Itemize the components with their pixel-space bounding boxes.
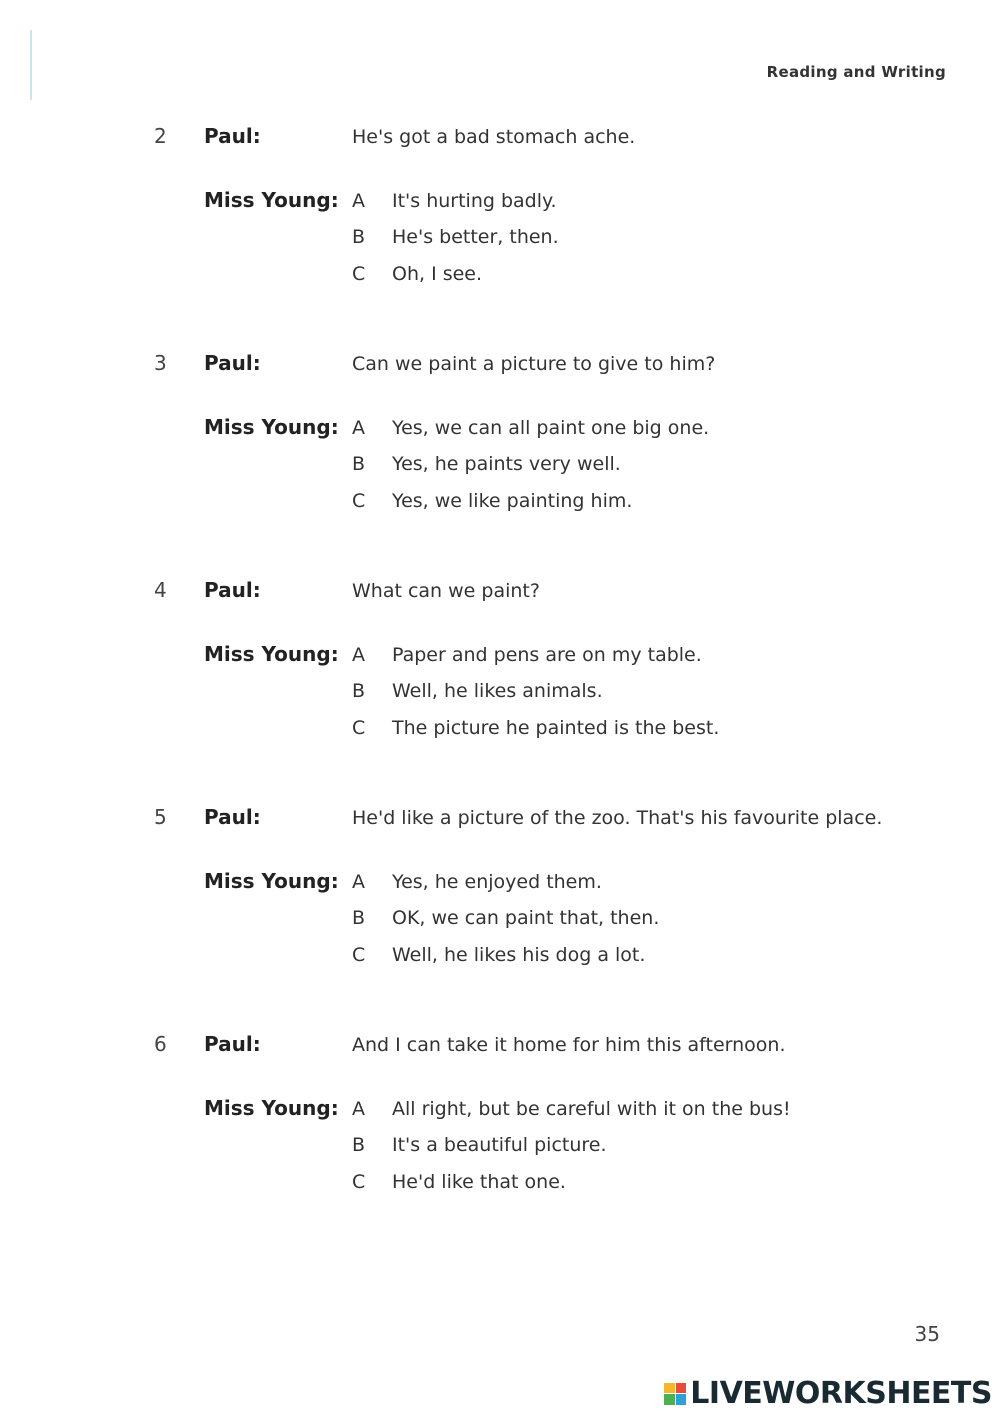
watermark-text: LIVEWORKSHEETS	[690, 1376, 992, 1411]
option-b-letter: B	[352, 226, 366, 248]
option-a-text: All right, but be careful with it on the bus!	[392, 1098, 791, 1120]
option-a-text: It's hurting badly.	[392, 190, 557, 212]
option-c-text: Yes, we like painting him.	[392, 490, 633, 512]
liveworksheets-logo-icon	[664, 1383, 686, 1405]
paul-prompt: He's got a bad stomach ache.	[352, 126, 636, 148]
logo-square-2	[676, 1383, 687, 1394]
option-c-text: Well, he likes his dog a lot.	[392, 944, 646, 966]
option-b-letter: B	[352, 680, 366, 702]
option-a-text: Yes, he enjoyed them.	[392, 871, 602, 893]
speaker-miss-young-label: Miss Young:	[204, 1096, 339, 1120]
speaker-paul-label: Paul:	[204, 578, 261, 602]
question-number: 6	[154, 1032, 167, 1056]
question-number: 3	[154, 351, 167, 375]
question-5	[0, 805, 1000, 995]
question-number: 2	[154, 124, 167, 148]
logo-square-3	[664, 1394, 675, 1405]
option-b-text: Well, he likes animals.	[392, 680, 603, 702]
page-number: 35	[914, 1322, 940, 1346]
scan-margin-mark	[30, 30, 32, 100]
option-a-letter: A	[352, 1098, 365, 1120]
option-c-letter: C	[352, 944, 366, 966]
question-6	[0, 1032, 1000, 1222]
speaker-paul-label: Paul:	[204, 351, 261, 375]
option-b-letter: B	[352, 1134, 366, 1156]
speaker-paul-label: Paul:	[204, 124, 261, 148]
option-a-letter: A	[352, 417, 365, 439]
logo-square-1	[664, 1383, 675, 1394]
option-c-letter: C	[352, 263, 366, 285]
option-c-text: Oh, I see.	[392, 263, 483, 285]
option-c-letter: C	[352, 1171, 366, 1193]
question-2	[0, 124, 1000, 314]
option-c-letter: C	[352, 717, 366, 739]
option-a-letter: A	[352, 190, 365, 212]
question-number: 4	[154, 578, 167, 602]
question-3	[0, 351, 1000, 541]
option-b-text: Yes, he paints very well.	[392, 453, 621, 475]
section-title: Reading and Writing	[766, 63, 946, 81]
question-4	[0, 578, 1000, 768]
liveworksheets-watermark	[664, 1376, 992, 1411]
speaker-paul-label: Paul:	[204, 805, 261, 829]
option-b-letter: B	[352, 453, 366, 475]
option-b-letter: B	[352, 907, 366, 929]
option-a-letter: A	[352, 871, 365, 893]
speaker-miss-young-label: Miss Young:	[204, 642, 339, 666]
option-b-text: He's better, then.	[392, 226, 559, 248]
option-a-letter: A	[352, 644, 365, 666]
question-number: 5	[154, 805, 167, 829]
speaker-miss-young-label: Miss Young:	[204, 188, 339, 212]
option-a-text: Yes, we can all paint one big one.	[392, 417, 710, 439]
speaker-paul-label: Paul:	[204, 1032, 261, 1056]
paul-prompt: And I can take it home for him this afternoon.	[352, 1034, 786, 1056]
option-c-text: He'd like that one.	[392, 1171, 566, 1193]
option-c-text: The picture he painted is the best.	[392, 717, 720, 739]
option-b-text: OK, we can paint that, then.	[392, 907, 660, 929]
paul-prompt: What can we paint?	[352, 580, 540, 602]
paul-prompt: Can we paint a picture to give to him?	[352, 353, 716, 375]
speaker-miss-young-label: Miss Young:	[204, 869, 339, 893]
paul-prompt: He'd like a picture of the zoo. That's his favourite place.	[352, 807, 883, 829]
option-b-text: It's a beautiful picture.	[392, 1134, 607, 1156]
logo-square-4	[676, 1394, 687, 1405]
option-c-letter: C	[352, 490, 366, 512]
option-a-text: Paper and pens are on my table.	[392, 644, 702, 666]
speaker-miss-young-label: Miss Young:	[204, 415, 339, 439]
